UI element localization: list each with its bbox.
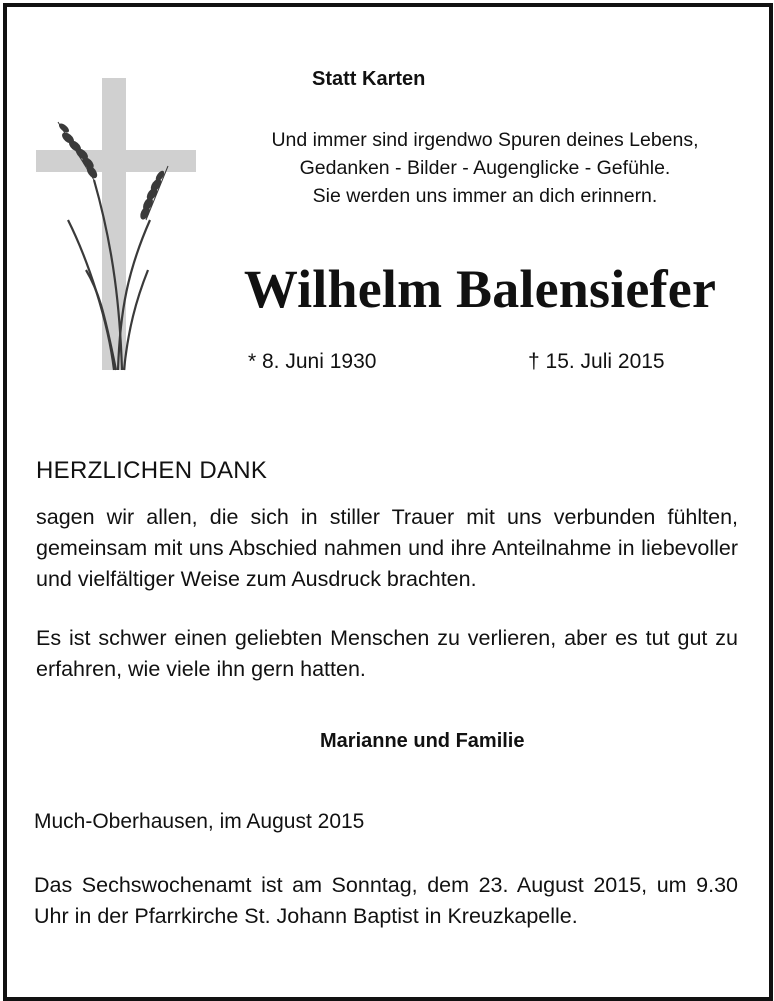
thanks-heading: HERZLICHEN DANK xyxy=(36,457,268,484)
poem-line: Sie werden uns immer an dich erinnern. xyxy=(312,185,658,207)
service-notice: Das Sechswochenamt ist am Sonntag, dem 23. August 2015, um 9.30 Uhr in der Pfarrkirche St. Johann Baptist in Kreuzkapelle. xyxy=(34,873,738,928)
thanks-paragraph: sagen wir allen, die sich in stiller Trauer mit uns verbunden fühlten, gemeinsam mit uns Abschied nahmen und ihre Anteilnahme in liebevoller und vielfältiger Weise zum Ausdruck brachten. xyxy=(36,505,738,591)
poem-line: Und immer sind irgendwo Spuren deines Lebens, xyxy=(271,129,699,151)
memorial-poem xyxy=(220,126,750,210)
statt-karten-label: Statt Karten xyxy=(312,68,426,90)
signature: Marianne und Familie xyxy=(320,730,525,752)
poem-line: Gedanken - Bilder - Augenglicke - Gefühle. xyxy=(299,157,671,179)
place-date: Much-Oberhausen, im August 2015 xyxy=(34,810,365,833)
death-date: † 15. Juli 2015 xyxy=(528,350,665,373)
cross-with-wheat-icon xyxy=(28,70,208,380)
birth-date: * 8. Juni 1930 xyxy=(248,350,377,373)
consolation-paragraph: Es ist schwer einen geliebten Menschen zu verlieren, aber es tut gut zu erfahren, wie viele ihn gern hatten. xyxy=(36,626,738,681)
deceased-name: Wilhelm Balensiefer xyxy=(243,259,717,319)
